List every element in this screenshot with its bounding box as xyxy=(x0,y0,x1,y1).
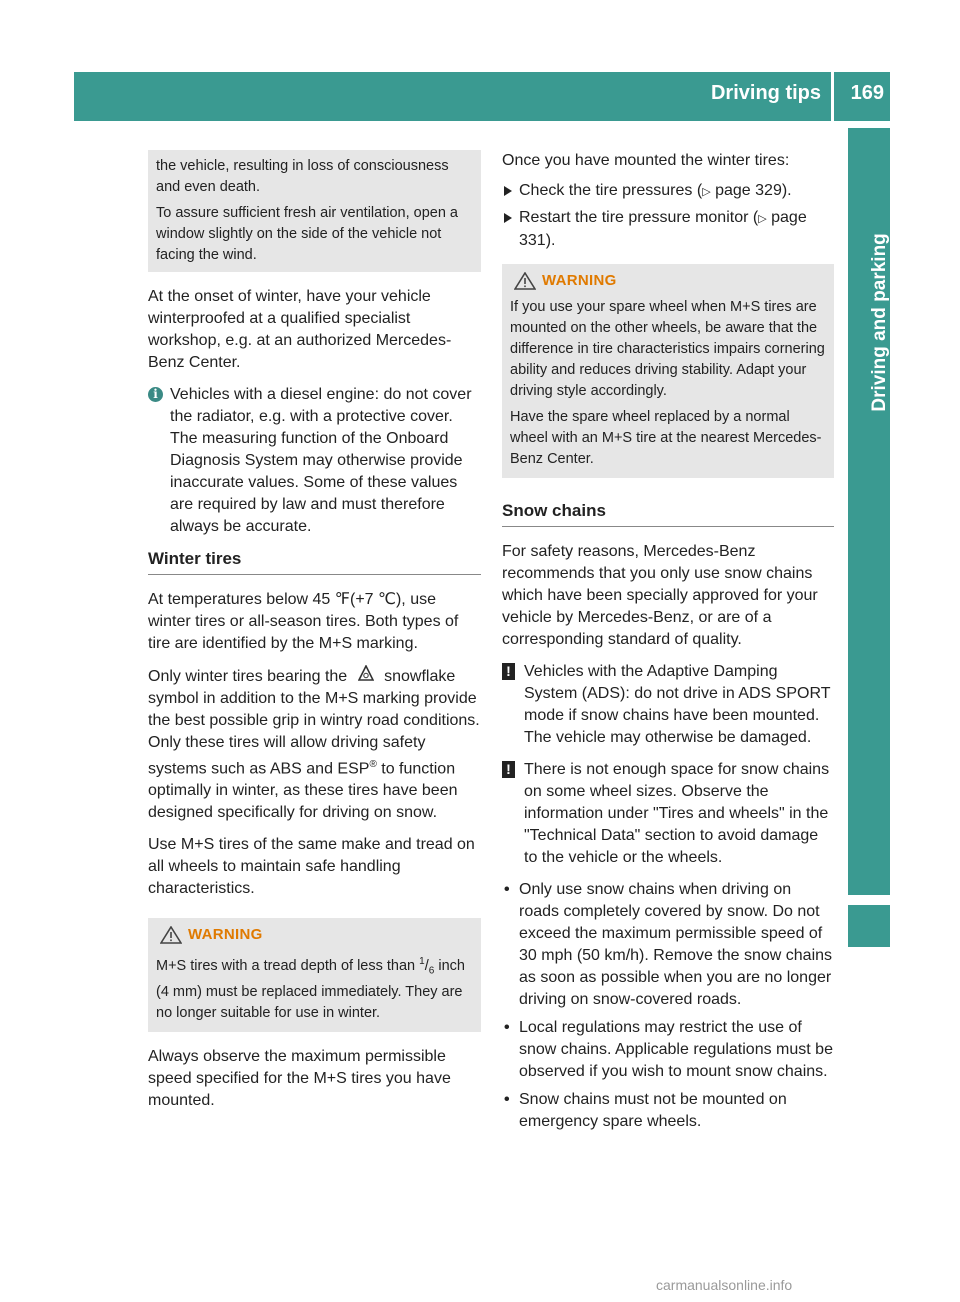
bullet-icon: • xyxy=(504,1091,510,1108)
warning-header xyxy=(156,924,473,945)
heading-winter-tires: Winter tires xyxy=(148,548,481,575)
warning-text: M+S tires with a tread depth of less than $^1/_6$ inch (4 mm) must be replaced immediately. They are no longer suitable for use in winter. xyxy=(156,956,465,1022)
paragraph-winterproof: At the onset of winter, have your vehicle winterproofed at a qualified specialist workshop, e.g. at an authorized Mercedes-Benz Center. xyxy=(148,288,452,371)
caution-note-ads xyxy=(502,661,834,749)
caution-icon: ! xyxy=(502,761,515,778)
snowflake-mountain-icon xyxy=(352,665,380,688)
text-span: Only winter tires bearing the xyxy=(148,668,348,685)
warning-box-spare-wheel xyxy=(502,264,834,478)
info-text: Vehicles with a diesel engine: do not cover the radiator, e.g. with a protective cover. The measuring function of the Onboard Diagnosis System may otherwise provide inaccurate values. Some of these values are required by law and must therefore always be accurate. xyxy=(170,386,472,535)
warning-triangle-icon xyxy=(160,926,182,944)
heading-snow-chains: Snow chains xyxy=(502,500,834,527)
step-check-pressure xyxy=(502,180,834,203)
side-tab-label: Driving and parking xyxy=(869,233,890,412)
list-item-text: Snow chains must not be mounted on emergency spare wheels. xyxy=(519,1091,787,1130)
text-span: M+S tires with a tread depth of less than xyxy=(156,958,420,975)
step-restart-monitor xyxy=(502,207,834,252)
step-arrow-icon xyxy=(504,186,512,196)
header-divider xyxy=(831,72,834,121)
warning-text: If you use your spare wheel when M+S tires are mounted on the other wheels, be aware that the difference in tire characteristics impairs cornering ability and reduces driving stability. Adapt your driving style accordingly. xyxy=(510,299,825,399)
page-number: 169 xyxy=(850,82,884,104)
watermark: carmanualsonline.info xyxy=(656,1277,793,1293)
left-column xyxy=(148,150,481,1122)
caution-text: There is not enough space for snow chains on some wheel sizes. Observe the information under "Tires and wheels" in the "Technical Data" section to avoid damage to the vehicle or the wheels. xyxy=(524,761,830,866)
warning-box-tread xyxy=(148,918,481,1032)
box-text: the vehicle, resulting in loss of consciousness and even death. xyxy=(156,158,449,195)
bullet-icon: • xyxy=(504,1019,510,1036)
paragraph-max-speed: Always observe the maximum permissible speed specified for the M+S tires you have mounted. xyxy=(148,1048,451,1110)
list-item-text: Only use snow chains when driving on roads completely covered by snow. Do not exceed the maximum permissible speed of 30 mph (50 km/h). Remove the snow chains as soon as possible when you are no longer driving on snow-covered roads. xyxy=(519,881,833,1008)
warning-triangle-icon xyxy=(514,272,536,290)
caution-note-space xyxy=(502,759,834,869)
paragraph-temperatures: At temperatures below 45 ℉(+7 ℃), use winter tires or all-season tires. Both types of tire are identified by the M+S marking. xyxy=(148,591,459,652)
box-text: To assure sufficient fresh air ventilation, open a window slightly on the side of the vehicle not facing the wind. xyxy=(156,205,458,263)
info-icon: i xyxy=(148,387,163,402)
paragraph-snowflake xyxy=(148,665,481,824)
text-span: Restart the tire pressure monitor ( xyxy=(519,209,759,226)
warning-text: Have the spare wheel replaced by a normal wheel with an M+S tire at the nearest Mercedes-Benz Center. xyxy=(510,409,822,467)
warning-label: WARNING xyxy=(542,272,617,289)
paragraph-chains: For safety reasons, Mercedes-Benz recommends that you only use snow chains which have been specially approved for your vehicle by Mercedes-Benz, or are of a corresponding standard of quality. xyxy=(502,543,818,648)
text-span: inch (4 mm) must be replaced immediately. They are no longer suitable for use in winter. xyxy=(156,958,465,1022)
fraction-denominator: 6 xyxy=(428,966,435,978)
text-span: Check the tire pressures ( xyxy=(519,182,703,199)
info-note-diesel xyxy=(148,384,481,538)
text-span: snowflake symbol in addition to the M+S marking provide the best possible grip in wintry road conditions. Only these tires will allow driving safety systems such as ABS and ESP xyxy=(148,668,480,778)
text-span: to function optimally in winter, as these tires have been designed specifically for driving on snow. xyxy=(148,760,458,822)
page-reference[interactable]: page 331). xyxy=(519,209,807,249)
caution-icon: ! xyxy=(502,663,515,680)
side-tab-marker xyxy=(848,905,890,947)
side-tab xyxy=(848,128,890,895)
paragraph-intro: Once you have mounted the winter tires: xyxy=(502,152,790,169)
list-item-text: Local regulations may restrict the use of snow chains. Applicable regulations must be observed if you wish to mount snow chains. xyxy=(519,1019,833,1080)
step-arrow-icon xyxy=(504,213,512,223)
warning-label: WARNING xyxy=(188,926,263,944)
list-item xyxy=(502,1017,834,1083)
page-header xyxy=(74,72,890,121)
registered-mark: ® xyxy=(369,759,377,770)
page-ref-icon: ▷ xyxy=(758,213,767,225)
warning-header xyxy=(510,270,826,291)
bullet-icon: • xyxy=(504,881,510,898)
list-item xyxy=(502,879,834,1011)
warning-continuation-box xyxy=(148,150,481,272)
fraction-numerator: 1 xyxy=(419,956,425,968)
list-item xyxy=(502,1089,834,1133)
caution-text: Vehicles with the Adaptive Damping System (ADS): do not drive in ADS SPORT mode if snow chains have been mounted. The vehicle may otherwise be damaged. xyxy=(524,663,831,746)
header-title: Driving tips xyxy=(710,82,821,104)
right-column xyxy=(502,150,834,1139)
paragraph-same-make: Use M+S tires of the same make and tread on all wheels to maintain safe handling characteristics. xyxy=(148,836,475,898)
page-ref-icon: ▷ xyxy=(702,186,711,198)
page-reference[interactable]: page 329). xyxy=(715,182,792,199)
